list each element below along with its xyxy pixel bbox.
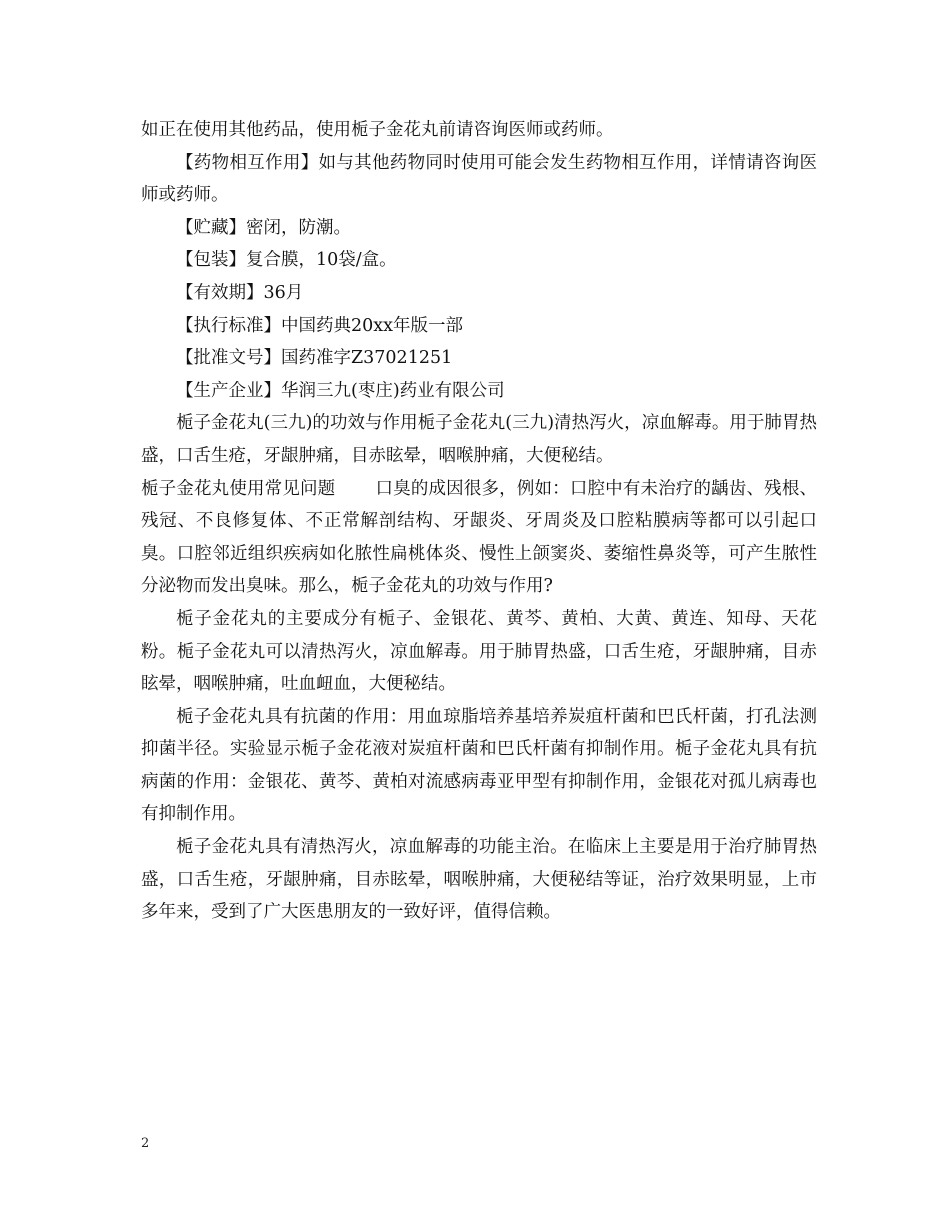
page-number: 2 bbox=[141, 1136, 150, 1151]
paragraph-ingredients: 栀子金花丸的主要成分有栀子、金银花、黄芩、黄柏、大黄、黄连、知母、天花粉。栀子金花丸可以清热泻火，凉血解毒。用于肺胃热盛，口舌生疮，牙龈肿痛，目赤眩晕，咽喉肿痛，吐血衄血，大便秘结。 bbox=[141, 608, 817, 695]
paragraph-packaging: 【包装】复合膜，10袋/盒。 bbox=[176, 250, 397, 271]
document-body bbox=[141, 114, 817, 929]
paragraph-manufacturer: 【生产企业】华润三九(枣庄)药业有限公司 bbox=[176, 380, 505, 401]
paragraph-approval-number: 【批准文号】国药准字Z37021251 bbox=[176, 348, 453, 369]
paragraph-shelf-life: 【有效期】36月 bbox=[176, 282, 304, 303]
paragraph-halitosis bbox=[141, 473, 817, 603]
paragraph-storage: 【贮藏】密闭，防潮。 bbox=[176, 217, 351, 238]
halitosis-text: 口臭的成因很多，例如：口腔中有未治疗的龋齿、残根、残冠、不良修复体、不正常解剖结构、牙龈炎、牙周炎及口腔粘膜病等都可以引起口臭。口腔邻近组织疾病如化脓性扁桃体炎、慢性上颌窦炎、萎缩性鼻炎等，可产生脓性分泌物而发出臭味。那么，栀子金花丸的功效与作用? bbox=[141, 478, 818, 597]
paragraph-indications: 栀子金花丸具有清热泻火，凉血解毒的功能主治。在临床上主要是用于治疗肺胃热盛，口舌生疮，牙龈肿痛，目赤眩晕，咽喉肿痛，大便秘结等证，治疗效果明显，上市多年来，受到了广大医患朋友的一致好评，值得信赖。 bbox=[141, 837, 817, 923]
paragraph-efficacy: 栀子金花丸(三九)的功效与作用栀子金花丸(三九)清热泻火，凉血解毒。用于肺胃热盛，口舌生疮，牙龈肿痛，目赤眩晕，咽喉肿痛，大便秘结。 bbox=[141, 413, 817, 466]
faq-heading: 栀子金花丸使用常见问题 bbox=[141, 478, 336, 499]
paragraph-antibacterial: 栀子金花丸具有抗菌的作用：用血琼脂培养基培养炭疽杆菌和巴氏杆菌，打孔法测抑菌半径。实验显示栀子金花液对炭疽杆菌和巴氏杆菌有抑制作用。栀子金花丸具有抗病菌的作用：金银花、黄芩、黄柏对流感病毒亚甲型有抑制作用，金银花对孤儿病毒也有抑制作用。 bbox=[141, 706, 817, 825]
paragraph-drug-interaction: 【药物相互作用】如与其他药物同时使用可能会发生药物相互作用，详情请咨询医师或药师。 bbox=[141, 152, 817, 206]
paragraph-standard: 【执行标准】中国药典20xx年版一部 bbox=[176, 315, 464, 336]
paragraph-consult-notice: 如正在使用其他药品，使用栀子金花丸前请咨询医师或药师。 bbox=[141, 120, 614, 140]
